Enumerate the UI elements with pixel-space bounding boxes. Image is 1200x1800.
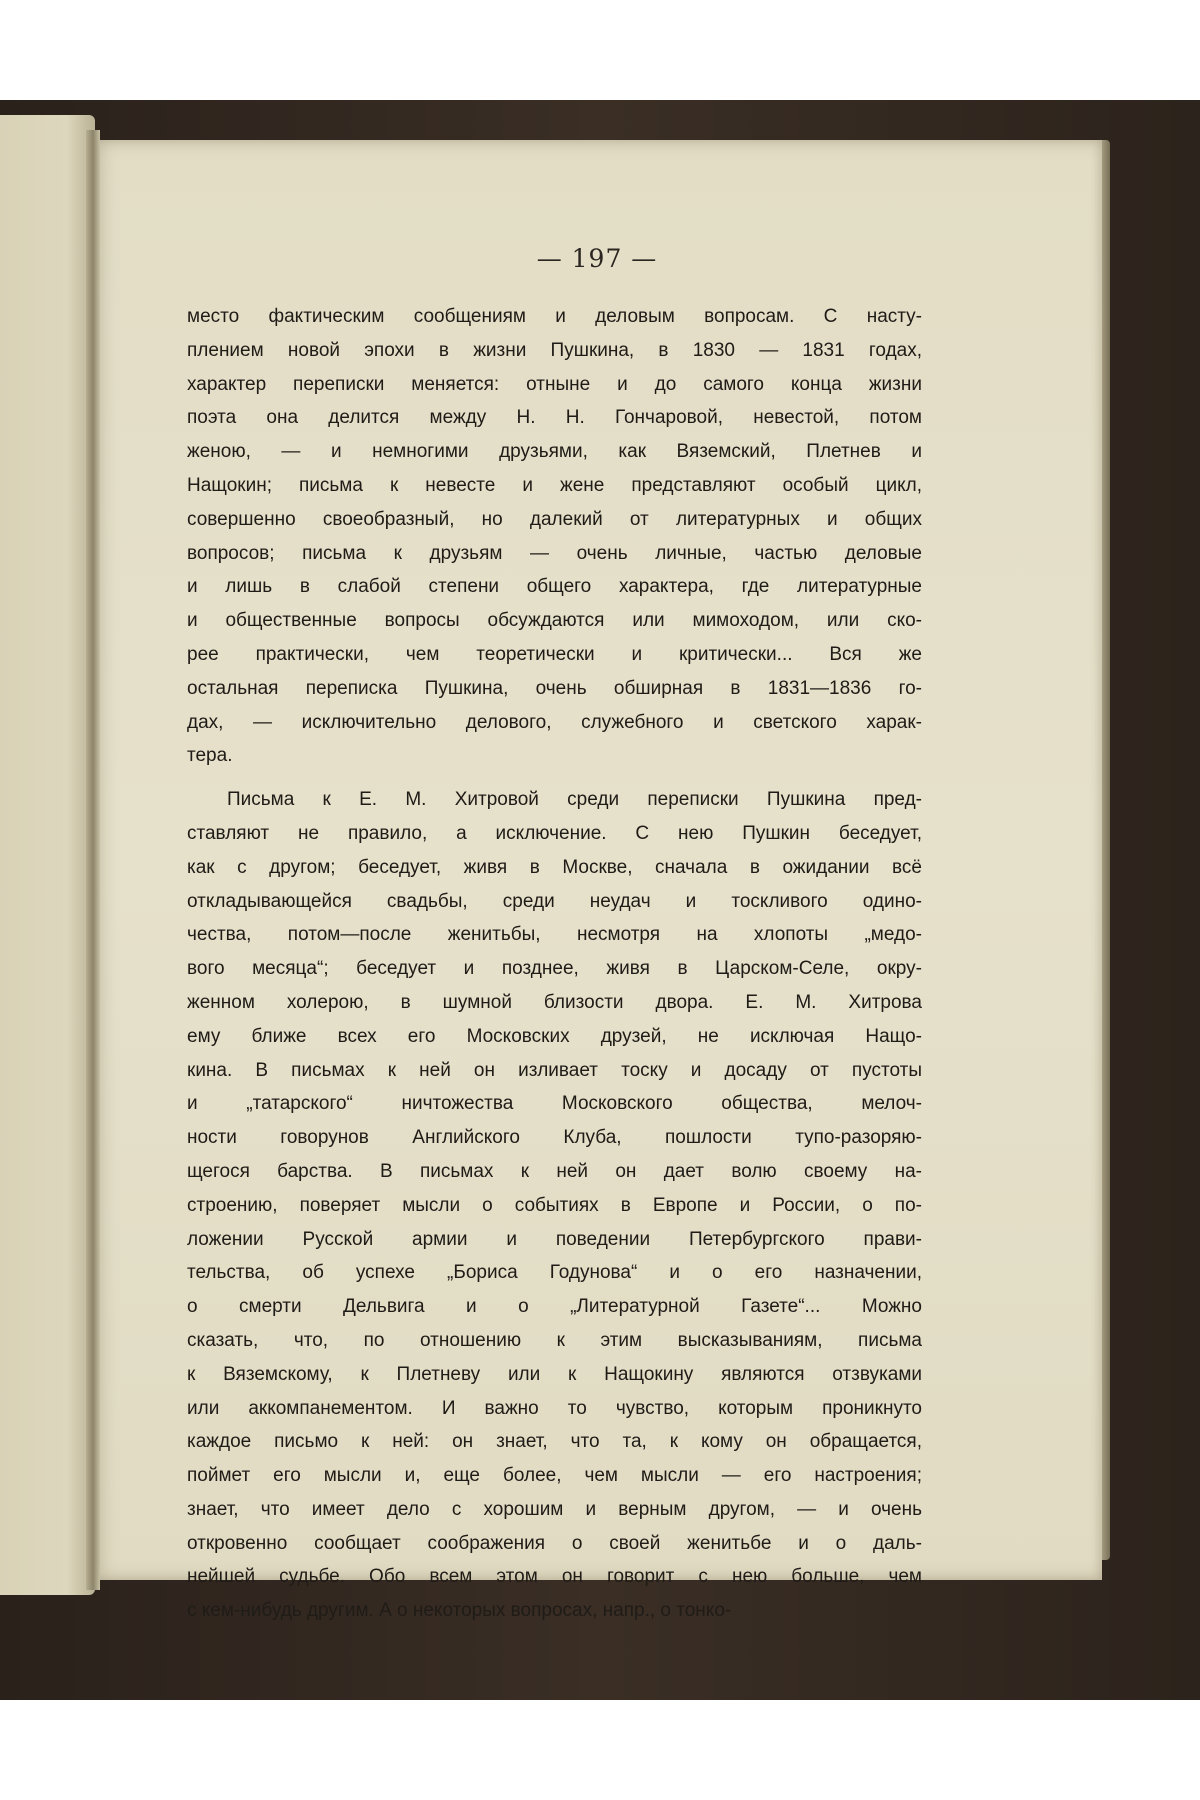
text-line: остальная переписка Пушкина, очень обширная в 1831—1836 го- <box>187 677 922 699</box>
text-line: ложении Русской армии и поведении Петербургского прави- <box>187 1228 922 1250</box>
text-line: вого месяца“; беседует и позднее, живя в Царском-Селе, окру- <box>187 958 922 980</box>
book-gutter <box>86 130 100 1590</box>
text-line: характер переписки меняется: отныне и до самого конца жизни <box>187 373 922 395</box>
text-line: Письма к Е. М. Хитровой среди переписки Пушкина пред- <box>227 789 922 811</box>
text-line: ставляют не правило, а исключение. С нею Пушкин беседует, <box>187 822 922 844</box>
text-line: откровенно сообщает соображения о своей женитьбе и о даль- <box>187 1532 922 1554</box>
text-line: вопросов; письма к друзьям — очень личные, частью деловые <box>187 542 922 564</box>
text-line: ему ближе всех его Московских друзей, не исключая Нащо- <box>187 1025 922 1047</box>
text-line: рее практически, чем теоретически и критически... Вся же <box>187 643 922 665</box>
text-line: тера. <box>187 745 233 767</box>
page-number: — 197 — <box>536 244 658 273</box>
text-line: сказать, что, по отношению к этим высказываниям, письма <box>187 1329 922 1351</box>
text-line: щегося барства. В письмах к ней он дает волю своему на- <box>187 1160 922 1182</box>
text-line: строению, поверяет мысли о событиях в Европе и России, о по- <box>187 1194 922 1216</box>
text-line: поэта она делится между Н. Н. Гончаровой, невестой, потом <box>187 407 922 429</box>
text-line: женою, — и немногими друзьями, как Вяземский, Плетнев и <box>187 441 922 463</box>
text-line: откладывающейся свадьбы, среди неудач и тоскливого одино- <box>187 890 922 912</box>
text-line: женном холерою, в шумной близости двора. Е. М. Хитрова <box>187 991 922 1013</box>
text-line: поймет его мысли и, еще более, чем мысли — его настроения; <box>187 1465 922 1487</box>
paragraph <box>187 783 922 1628</box>
text-line: и общественные вопросы обсуждаются или мимоходом, или ско- <box>187 610 922 632</box>
text-line: место фактическим сообщениям и деловым вопросам. С насту- <box>187 306 922 327</box>
text-line: тельства, об успехе „Бориса Годунова“ и о его назначении, <box>187 1262 922 1284</box>
text-line: о смерти Дельвига и о „Литературной Газете“... Можно <box>187 1296 922 1318</box>
text-line: кина. В письмах к ней он изливает тоску и досаду от пустоты <box>187 1059 922 1081</box>
body-text <box>187 300 922 1628</box>
text-line: с кем-нибудь другим. А о некоторых вопросах, напр., о тонко- <box>187 1600 732 1622</box>
text-line: как с другом; беседует, живя в Москве, сначала в ожидании всё <box>187 856 922 878</box>
text-line: или аккомпанементом. И важно то чувство, которым проникнуто <box>187 1397 922 1419</box>
text-line: каждое письмо к ней: он знает, что та, к кому он обращается, <box>187 1431 922 1453</box>
text-line: ности говорунов Английского Клуба, пошлости тупо-разоряю- <box>187 1127 922 1149</box>
text-line: знает, что имеет дело с хорошим и верным другом, — и очень <box>187 1498 922 1520</box>
text-line: плением новой эпохи в жизни Пушкина, в 1830 — 1831 годах, <box>187 339 922 361</box>
paragraph <box>187 300 922 773</box>
text-line: и лишь в слабой степени общего характера, где литературные <box>187 576 922 598</box>
text-line: и „татарского“ ничтожества Московского общества, мелоч- <box>187 1093 922 1115</box>
book-page <box>92 140 1102 1622</box>
text-line: к Вяземскому, к Плетневу или к Нащокину являются отзвуками <box>187 1363 922 1385</box>
text-line: дах, — исключительно делового, служебного и светского харак- <box>187 711 922 733</box>
book-photo <box>0 100 1200 1700</box>
text-line: совершенно своеобразный, но далекий от литературных и общих <box>187 508 922 530</box>
text-line: нейшей судьбе. Обо всем этом он говорит с нею больше, чем <box>187 1566 922 1588</box>
text-line: чества, потом—после женитьбы, несмотря на хлопоты „медо- <box>187 924 922 946</box>
text-line: Нащокин; письма к невесте и жене представляют особый цикл, <box>187 474 922 496</box>
left-page <box>0 115 95 1595</box>
